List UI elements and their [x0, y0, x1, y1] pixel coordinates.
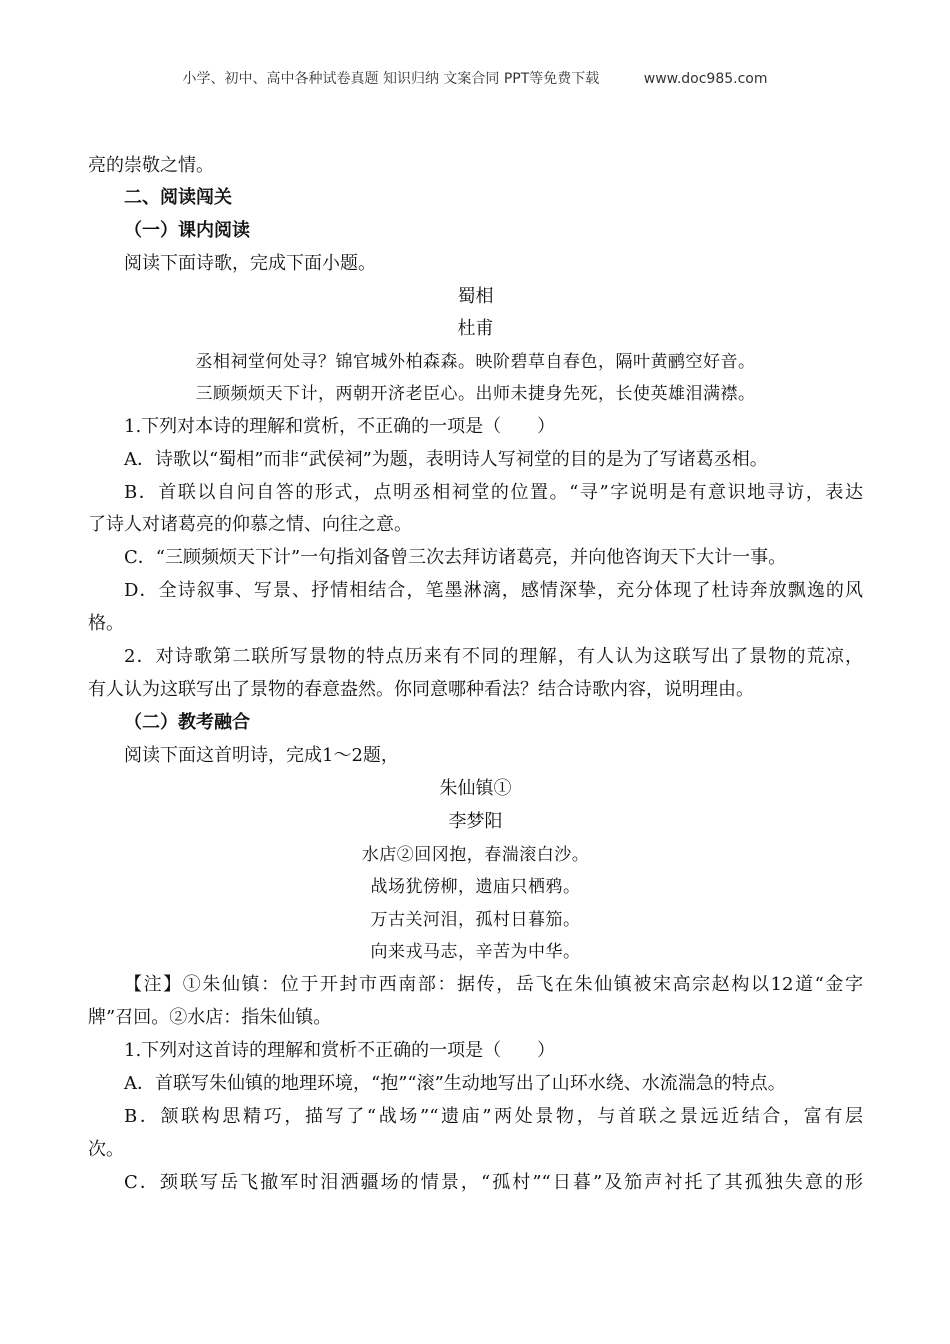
- header-site-link[interactable]: www.doc985.com: [643, 71, 768, 87]
- part2-intro: 阅读下面这首明诗，完成1～2题，: [124, 745, 399, 766]
- option-a: A．诗歌以“蜀相”而非“武侯祠”为题，表明诗人写祠堂的目的是为了写诸葛丞相。: [124, 449, 768, 470]
- part1-title: （一）课内阅读: [124, 220, 250, 241]
- poem1-line: 丞相祠堂何处寻？锦官城外柏森森。映阶碧草自春色，隔叶黄鹂空好音。: [195, 352, 756, 372]
- poem1-line: 三顾频烦天下计，两朝开济老臣心。出师未捷身先死，长使英雄泪满襟。: [195, 384, 756, 404]
- header-text: 小学、初中、高中各种试卷真题 知识归纳 文案合同 PPT等免费下载: [182, 71, 600, 87]
- poem1-title: 蜀相: [457, 286, 494, 307]
- poem2-author: 李梦阳: [448, 811, 503, 832]
- poem2-line: 战场犹傍柳，遗庙只栖鸦。: [370, 877, 581, 897]
- prev-paragraph-tail: 亮的崇敬之情。: [88, 155, 214, 176]
- question-stem: 1.下列对本诗的理解和赏析，不正确的一项是（ ）: [124, 416, 556, 437]
- option-b: B．首联以自问自答的形式，点明丞相祠堂的位置。“寻”字说明是有意识地寻访，表达: [124, 482, 863, 503]
- part2-title: （二）教考融合: [124, 712, 250, 733]
- option-c: C．“三顾频烦天下计”一句指刘备曾三次去拜访诸葛亮，并向他咨询天下大计一事。: [124, 547, 787, 568]
- poem2-line: 向来戎马志，辛苦为中华。: [370, 942, 581, 962]
- question-2: 2．对诗歌第二联所写景物的特点历来有不同的理解，有人认为这联写出了景物的荒凉，: [124, 646, 863, 667]
- question-2-cont: 有人认为这联写出了景物的春意盎然。你同意哪种看法？结合诗歌内容，说明理由。: [88, 679, 754, 700]
- option-b-cont: 次。: [88, 1139, 124, 1160]
- poem2-line: 水店②回冈抱，春湍滚白沙。: [361, 845, 590, 865]
- poem2-line: 万古关河泪，孤村日暮笳。: [370, 910, 581, 930]
- option-d: D．全诗叙事、写景、抒情相结合，笔墨淋漓，感情深挚，充分体现了杜诗奔放飘逸的风: [124, 580, 863, 601]
- section-title: 二、阅读闯关: [124, 187, 232, 208]
- note: 【注】①朱仙镇：位于开封市西南部：据传，岳飞在朱仙镇被宋高宗赵构以12道“金字: [124, 974, 863, 995]
- poem1-author: 杜甫: [457, 318, 494, 339]
- page-header: [0, 68, 950, 88]
- part1-intro: 阅读下面诗歌，完成下面小题。: [124, 253, 376, 274]
- option-d-cont: 格。: [88, 613, 124, 634]
- question-stem: 1.下列对这首诗的理解和赏析不正确的一项是（ ）: [124, 1040, 556, 1061]
- option-b-cont: 了诗人对诸葛亮的仰慕之情、向往之意。: [88, 514, 412, 535]
- poem2-title: 朱仙镇①: [439, 778, 512, 799]
- note-cont: 牌”召回。②水店：指朱仙镇。: [88, 1007, 332, 1028]
- option-b: B．颔联构思精巧，描写了“战场”“遗庙”两处景物，与首联之景远近结合，富有层: [124, 1106, 863, 1127]
- option-c: C．颈联写岳飞撤军时泪洒疆场的情景，“孤村”“日暮”及笳声衬托了其孤独失意的形: [124, 1172, 863, 1193]
- option-a: A．首联写朱仙镇的地理环境，“抱”“滚”生动地写出了山环水绕、水流湍急的特点。: [124, 1073, 786, 1094]
